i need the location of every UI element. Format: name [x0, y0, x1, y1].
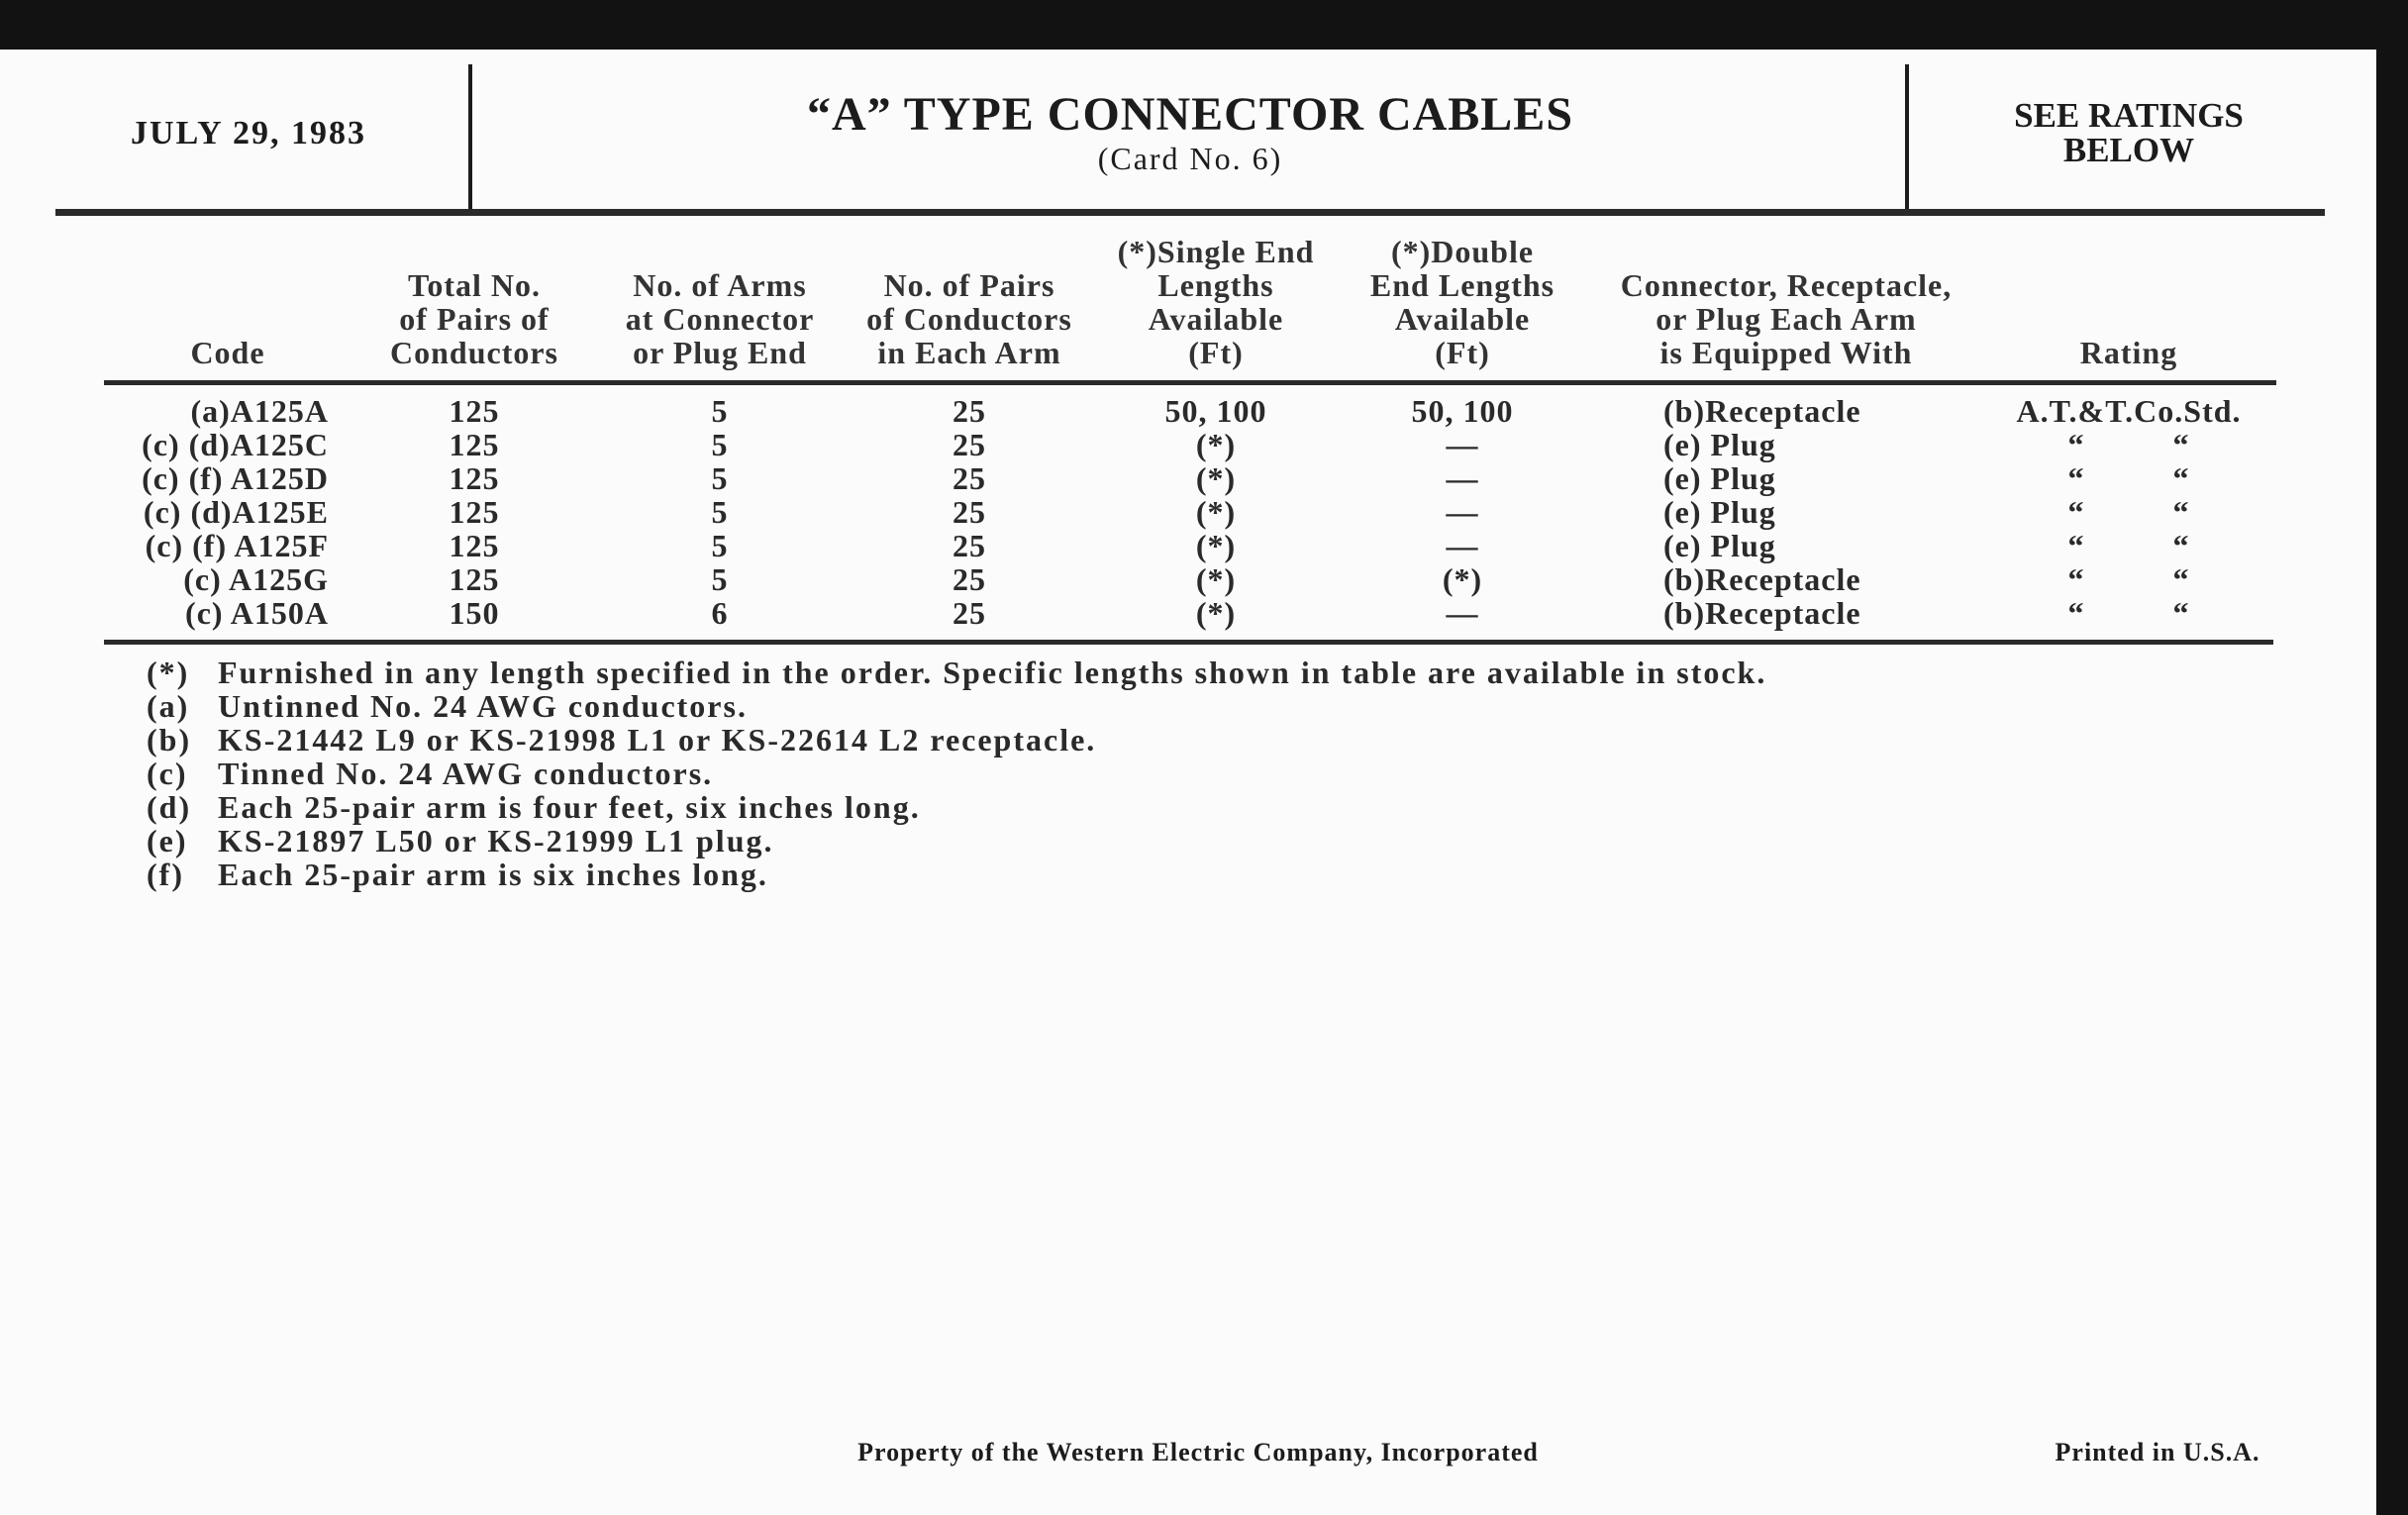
ratings-note-line2: BELOW: [2062, 131, 2195, 169]
cell-single-end-lengths: (*): [1195, 460, 1237, 496]
cell-arms: 5: [711, 393, 729, 429]
header-divider-right: [1905, 64, 1909, 210]
scan-border-top: [0, 0, 2408, 50]
cell-pairs-per-arm: 25: [953, 595, 986, 631]
property-notice: Property of the Western Electric Company, Incorporated: [857, 1438, 1539, 1466]
cell-double-end-lengths: —: [1446, 528, 1479, 563]
footnote-text: Untinned No. 24 AWG conductors.: [218, 688, 748, 724]
column-header-arms: No. of Arms: [633, 267, 807, 303]
cell-arms: 5: [711, 460, 729, 496]
cell-code: (c) (f) A125F: [145, 528, 329, 563]
column-header-equipment: Connector, Receptacle,: [1620, 267, 1953, 303]
page-title: “A” TYPE CONNECTOR CABLES: [806, 88, 1574, 141]
column-header-equipment: or Plug Each Arm: [1656, 301, 1917, 337]
cell-total-pairs: 125: [449, 460, 500, 496]
cell-single-end-lengths: (*): [1195, 561, 1237, 597]
footnote-text: KS-21897 L50 or KS-21999 L1 plug.: [218, 823, 774, 858]
cell-total-pairs: 125: [449, 528, 500, 563]
card-date: JULY 29, 1983: [131, 115, 366, 152]
cell-arms: 6: [711, 595, 729, 631]
cell-single-end-lengths: (*): [1195, 528, 1237, 563]
cell-equipment: (b)Receptacle: [1663, 561, 1861, 597]
cell-arms: 5: [711, 561, 729, 597]
footnote-text: KS-21442 L9 or KS-21998 L1 or KS-22614 L2 receptacle.: [218, 722, 1097, 758]
cell-single-end-lengths: 50, 100: [1164, 393, 1267, 429]
cell-code: (c) (d)A125C: [142, 427, 329, 462]
cell-total-pairs: 125: [449, 494, 500, 530]
cell-code: (c) A125G: [183, 561, 329, 597]
cell-equipment: (e) Plug: [1663, 460, 1776, 496]
ratings-note-line1: SEE RATINGS: [2014, 96, 2244, 135]
footnote-key: (c): [147, 756, 188, 791]
cell-double-end-lengths: —: [1446, 427, 1479, 462]
cell-equipment: (b)Receptacle: [1663, 595, 1861, 631]
cell-rating: “ “: [2067, 460, 2190, 496]
footnote-key: (f): [147, 857, 184, 892]
cell-double-end-lengths: —: [1446, 595, 1479, 631]
cell-total-pairs: 150: [449, 595, 500, 631]
cell-code: (a)A125A: [190, 393, 329, 429]
header-divider-left: [468, 64, 472, 210]
footnote-key: (e): [147, 823, 188, 858]
cell-arms: 5: [711, 494, 729, 530]
cell-pairs-per-arm: 25: [953, 561, 986, 597]
column-header-arms: at Connector: [625, 301, 815, 337]
card-number: (Card No. 6): [1097, 141, 1283, 176]
cell-total-pairs: 125: [449, 427, 500, 462]
cell-equipment: (e) Plug: [1663, 528, 1776, 563]
cell-single-end-lengths: (*): [1195, 595, 1237, 631]
footnote-text: Each 25-pair arm is four feet, six inches long.: [218, 789, 921, 825]
column-header-pairs-per-arm: of Conductors: [866, 301, 1072, 337]
cell-code: (c) A150A: [185, 595, 329, 631]
cell-total-pairs: 125: [449, 561, 500, 597]
cell-rating: “ “: [2067, 595, 2190, 631]
footnote-key: (d): [147, 789, 192, 825]
column-header-rating: Rating: [2079, 335, 2178, 370]
cell-pairs-per-arm: 25: [953, 460, 986, 496]
footnote-key: (b): [147, 722, 192, 758]
footnote-key: (*): [147, 655, 190, 690]
column-header-total-pairs: of Pairs of: [399, 301, 550, 337]
cell-double-end-lengths: (*): [1442, 561, 1483, 597]
table-header-rule: [104, 380, 2276, 385]
cell-single-end-lengths: (*): [1195, 494, 1237, 530]
cell-equipment: (b)Receptacle: [1663, 393, 1861, 429]
cell-arms: 5: [711, 427, 729, 462]
column-header-total-pairs: Conductors: [389, 335, 559, 370]
cell-equipment: (e) Plug: [1663, 494, 1776, 530]
cell-pairs-per-arm: 25: [953, 393, 986, 429]
cell-rating: “ “: [2067, 528, 2190, 563]
column-header-double-end-lengths: Available: [1394, 301, 1531, 337]
footnote-text: Tinned No. 24 AWG conductors.: [218, 756, 714, 791]
cell-pairs-per-arm: 25: [953, 427, 986, 462]
cell-code: (c) (f) A125D: [142, 460, 329, 496]
column-header-code: Code: [190, 335, 265, 370]
column-header-double-end-lengths: (*)Double: [1390, 234, 1535, 269]
cell-pairs-per-arm: 25: [953, 528, 986, 563]
cell-total-pairs: 125: [449, 393, 500, 429]
column-header-pairs-per-arm: No. of Pairs: [883, 267, 1055, 303]
scan-border-right: [2376, 0, 2408, 1515]
footnote-text: Furnished in any length specified in the order. Specific lengths shown in table are available in stock.: [218, 655, 1767, 690]
cell-double-end-lengths: —: [1446, 494, 1479, 530]
column-header-single-end-lengths: (Ft): [1188, 335, 1244, 370]
cell-single-end-lengths: (*): [1195, 427, 1237, 462]
cell-equipment: (e) Plug: [1663, 427, 1776, 462]
column-header-double-end-lengths: (Ft): [1435, 335, 1490, 370]
column-header-arms: or Plug End: [633, 335, 807, 370]
cell-code: (c) (d)A125E: [143, 494, 329, 530]
footnote-text: Each 25-pair arm is six inches long.: [218, 857, 768, 892]
column-header-total-pairs: Total No.: [407, 267, 542, 303]
cell-rating: “ “: [2067, 427, 2190, 462]
printed-notice: Printed in U.S.A.: [2055, 1438, 2260, 1466]
column-header-double-end-lengths: End Lengths: [1369, 267, 1555, 303]
column-header-single-end-lengths: Available: [1148, 301, 1284, 337]
column-header-equipment: is Equipped With: [1659, 335, 1913, 370]
cell-pairs-per-arm: 25: [953, 494, 986, 530]
column-header-single-end-lengths: (*)Single End: [1117, 234, 1315, 269]
footnote-key: (a): [147, 688, 190, 724]
cell-rating: “ “: [2067, 494, 2190, 530]
table-bottom-rule: [104, 640, 2273, 645]
cell-arms: 5: [711, 528, 729, 563]
header-rule: [55, 209, 2325, 216]
cell-rating: A.T.&T.Co.Std.: [2016, 393, 2242, 429]
cell-double-end-lengths: —: [1446, 460, 1479, 496]
cell-double-end-lengths: 50, 100: [1411, 393, 1514, 429]
column-header-single-end-lengths: Lengths: [1157, 267, 1274, 303]
column-header-pairs-per-arm: in Each Arm: [877, 335, 1061, 370]
cell-rating: “ “: [2067, 561, 2190, 597]
